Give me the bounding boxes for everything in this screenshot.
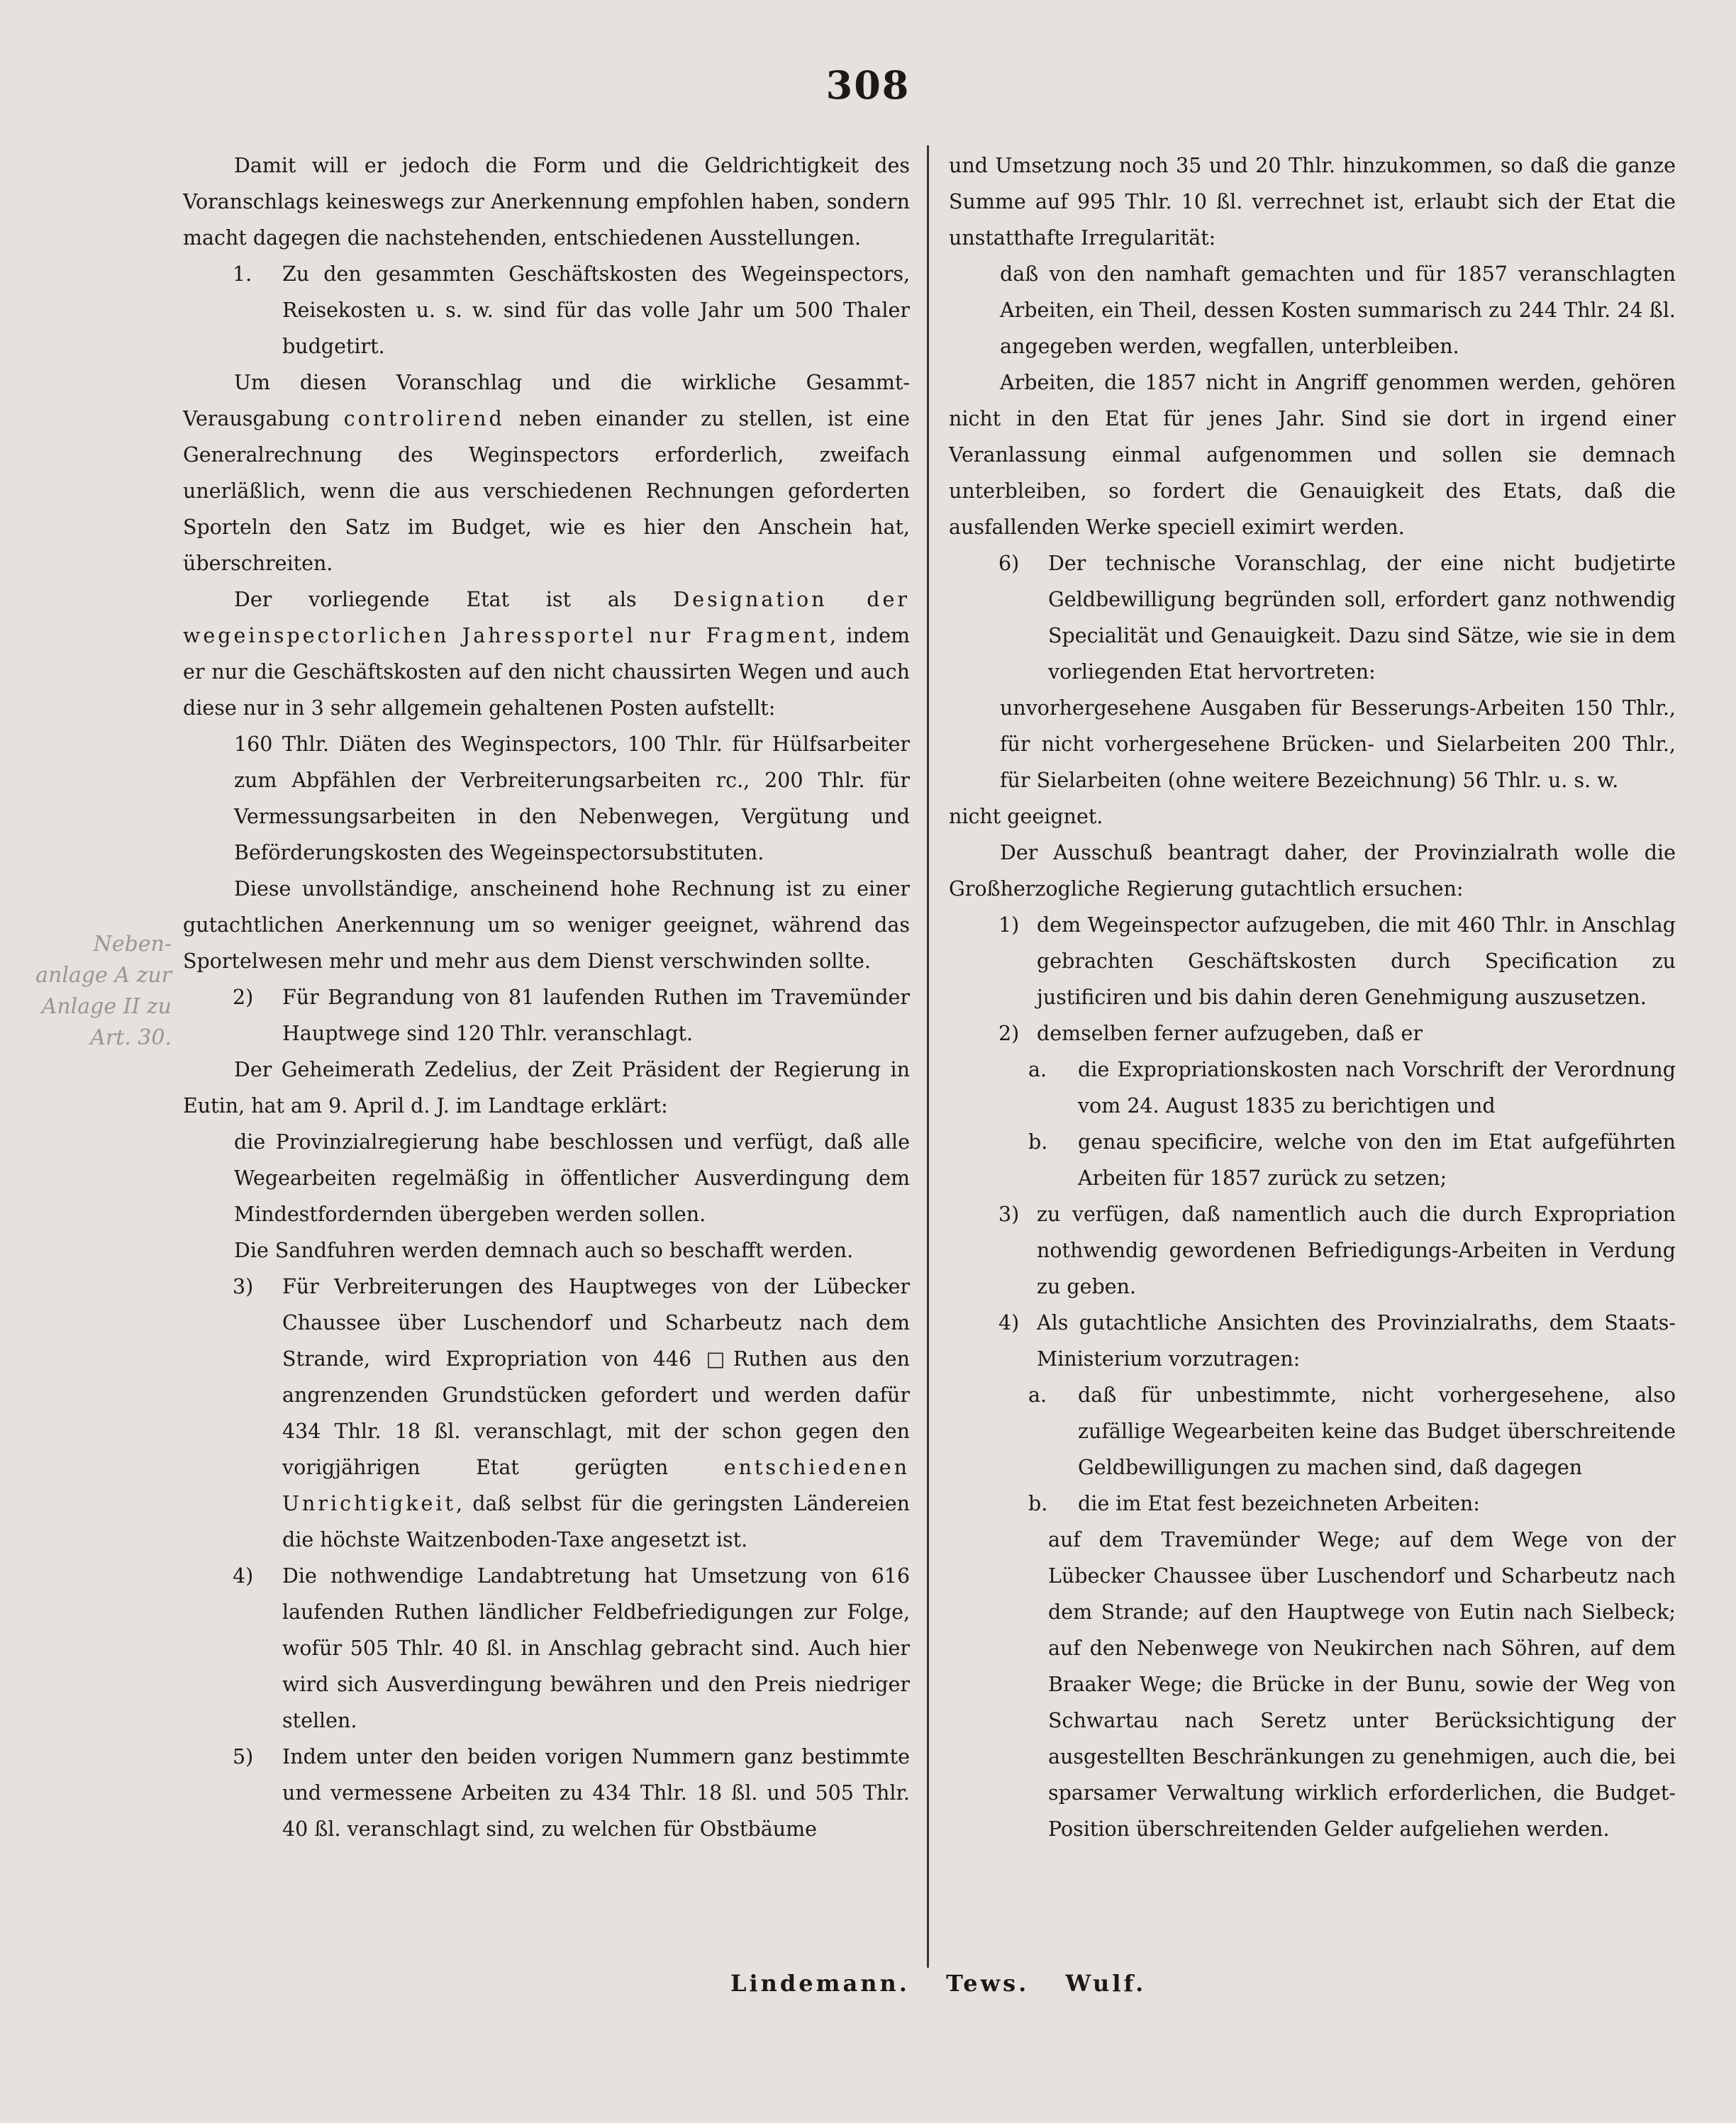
request-item-2b xyxy=(949,1124,1676,1196)
list-text: dem Wegeinspector aufzugeben, die mit 460 Thlr. in Anschlag gebrachten Geschäftskosten durch Specification zu justificiren und bis dahin deren Genehmigung auszusetzen. xyxy=(1037,913,1676,1009)
request-item-4b xyxy=(949,1486,1676,1522)
paragraph: Der Geheimerath Zedelius, der Zeit Präsident der Regierung in Eutin, hat am 9. April d. J. im Landtage erklärt: xyxy=(183,1058,910,1118)
list-text: daß für unbestimmte, nicht vorhergesehene, also zufällige Wegearbeiten keine das Budget überschreitende Geldbewilligungen zu machen sind, daß dagegen xyxy=(1078,1383,1676,1479)
list-item-5 xyxy=(183,1739,910,1847)
list-text: Der technische Voranschlag, der eine nicht budjetirte Geldbewilligung begründen soll, erfordert ganz nothwendig Specialität und Genauigkeit. Dazu sind Sätze, wie sie in dem vorliegenden Etat hervortreten: xyxy=(1048,552,1676,684)
list-number: 4) xyxy=(233,1564,254,1588)
list-text: zu verfügen, daß namentlich auch die durch Expropriation nothwendig gewordenen Befriedigungs-Arbeiten in Verdung zu geben. xyxy=(1037,1203,1676,1298)
list-number: 2) xyxy=(233,986,254,1009)
list-number: 3) xyxy=(998,1203,1020,1226)
list-number: 2) xyxy=(998,1022,1020,1045)
page-number: 308 xyxy=(825,62,911,108)
paragraph: Diese unvollständige, anscheinend hohe Rechnung ist zu einer gutachtlichen Anerkennung um so weniger geeignet, während das Sportelwesen mehr und mehr aus dem Dienst verschwinden sollte. xyxy=(183,877,910,973)
text-run: , indem er nur die Geschäftskosten auf den nicht chaussirten Wegen und auch diese nur in 3 sehr allgemein gehaltenen Posten aufstellt: xyxy=(183,624,910,720)
list-number: 5) xyxy=(233,1745,254,1768)
list-text: genau specificire, welche von den im Etat aufgeführten Arbeiten für 1857 zurück zu setzen; xyxy=(1078,1130,1676,1190)
list-item-3 xyxy=(183,1269,910,1558)
request-item-2a xyxy=(949,1052,1676,1124)
request-item-3 xyxy=(949,1196,1676,1305)
list-number: 1. xyxy=(233,262,252,286)
column-divider xyxy=(927,145,929,1968)
text-run: auf dem Travemünder Wege; auf dem Wege von der Lübecker Chaussee über Luschendorf und Scharbeutz nach dem Strande; auf den Hauptwege von Eutin nach Sielbeck; auf den Nebenwege von Neukirchen nach Söhren, auf dem Braaker Wege; die Brücke in der Bunu, sowie der Weg von Schwartau nach Seretz xyxy=(1048,1528,1676,1732)
text-run: neben einander zu stellen, ist eine Generalrechnung des Weginspectors erforderlich, zweifach unerläßlich, wenn die aus verschiedenen Rechnungen geforderten Sporteln den Satz im Budget, wie es hier den Anschein hat, überschreiten. xyxy=(183,407,911,575)
request-item-4a xyxy=(949,1377,1676,1486)
text-run: unter Berücksichtigung der ausgestellten Beschränkungen zu genehmigen, auch die, bei sparsamer Verwaltung wirklich erforderlichen, die Budget-Position überschreitenden Gelder aufgeliehen werden. xyxy=(1048,1709,1676,1841)
left-column xyxy=(183,147,910,1847)
list-item-1 xyxy=(183,256,910,364)
paragraph: Damit will er jedoch die Form und die Geldrichtigkeit des Voranschlags keineswegs zur Anerkennung empfohlen haben, sondern macht dagegen die nachstehenden, entschiedenen Ausstellungen. xyxy=(183,154,910,250)
request-item-4 xyxy=(949,1305,1676,1377)
paragraph: und Umsetzung noch 35 und 20 Thlr. hinzukommen, so daß die ganze Summe auf 995 Thlr. 10 ßl. verrechnet ist, erlaubt sich der Etat die unstatthafte Irregularität: xyxy=(949,154,1676,250)
list-item-6 xyxy=(949,545,1676,690)
paragraph: Die Sandfuhren werden demnach auch so beschafft werden. xyxy=(234,1239,854,1262)
list-text: Als gutachtliche Ansichten des Provinzialraths, dem Staats-Ministerium vorzutragen: xyxy=(1037,1311,1676,1371)
block-quote: die Provinzialregierung habe beschlossen und verfügt, daß alle Wegearbeiten regelmäßig in öffentlicher Ausverdingung dem Mindestfordernden übergeben werden sollen. xyxy=(234,1130,910,1226)
spaced-emphasis: entschiedenen Unrichtigkeit xyxy=(282,1456,910,1515)
margin-note: Neben- anlage A zur Anlage II zu Art. 30. xyxy=(35,932,172,1050)
paragraph: Arbeiten, die 1857 nicht in Angriff genommen werden, gehören nicht in den Etat für jenes Jahr. Sind sie dort in irgend einer Veranlassung einmal aufgenommen und sollen sie demnach unterbleiben, so fordert die Genauigkeit des Etats, daß die ausfallenden Werke speciell eximirt werden. xyxy=(949,371,1676,539)
text-run: Für Verbreiterungen des Hauptweges von der Lübecker Chaussee über Luschendorf und Scharbeutz nach dem Strande, wird Expropriation von 446 □Ruthen aus den angrenzenden Grundstücken gefordert und werden dafür 434 Thlr. 18 ßl. veranschlagt, mit der schon gegen den vorigjährigen Etat gerügten xyxy=(282,1275,910,1479)
list-letter: a. xyxy=(1028,1058,1047,1081)
list-text: Für Begrandung von 81 laufenden Ruthen im Travemünder Hauptwege sind 120 Thlr. veranschlagt. xyxy=(282,986,910,1045)
request-item-1 xyxy=(949,907,1676,1015)
request-item-2 xyxy=(949,1015,1676,1052)
list-letter: a. xyxy=(1028,1383,1047,1407)
right-column xyxy=(949,147,1676,1847)
paragraph: Der Ausschuß beantragt daher, der Provinzialrath wolle die Großherzogliche Regierung gutachtlich ersuchen: xyxy=(949,841,1676,901)
block-quote: 160 Thlr. Diäten des Weginspectors, 100 Thlr. für Hülfsarbeiter zum Abpfählen der Verbreiterungsarbeiten rc., 200 Thlr. für Vermessungsarbeiten in den Nebenwegen, Vergütung und Beförderungskosten des Wegeinspectorsubstituten. xyxy=(234,732,910,864)
list-number: 1) xyxy=(998,913,1020,937)
signatures: Lindemann. Tews. Wulf. xyxy=(730,1970,1147,1997)
list-letter: b. xyxy=(1028,1130,1048,1154)
list-number: 3) xyxy=(233,1275,254,1298)
paragraph: nicht geeignet. xyxy=(949,805,1103,828)
text-run: Der vorliegende Etat ist als xyxy=(234,588,637,611)
list-text: Zu den gesammten Geschäftskosten des Wegeinspectors, Reisekosten u. s. w. sind für das volle Jahr um 500 Thaler budgetirt. xyxy=(282,262,910,358)
list-item-4 xyxy=(183,1558,910,1739)
list-number: 6) xyxy=(998,552,1020,575)
list-text: Die nothwendige Landabtretung hat Umsetzung von 616 laufenden Ruthen ländlicher Feldbefriedigungen zur Folge, wofür 505 Thlr. 40 ßl. in Anschlag gebracht sind. Auch hier wird sich Ausverdingung bewähren und den Preis niedriger stellen. xyxy=(282,1564,910,1732)
paragraph xyxy=(183,581,910,726)
list-text xyxy=(282,1269,910,1558)
list-item-2 xyxy=(183,979,910,1052)
list-text: die Expropriationskosten nach Vorschrift der Verordnung vom 24. August 1835 zu berichtigen und xyxy=(1078,1058,1676,1118)
block-quote xyxy=(949,1522,1676,1847)
spaced-emphasis: Designation der wegeinspectorlichen Jahressportel nur Fragment xyxy=(183,588,910,647)
list-text: demselben ferner aufzugeben, daß er xyxy=(1037,1022,1423,1045)
paragraph xyxy=(183,364,910,581)
block-quote: unvorhergesehene Ausgaben für Besserungs-Arbeiten 150 Thlr., für nicht vorhergesehene Brücken- und Sielarbeiten 200 Thlr., für Sielarbeiten (ohne weitere Bezeichnung) 56 Thlr. u. s. w. xyxy=(1000,696,1676,792)
list-letter: b. xyxy=(1028,1492,1048,1515)
text-run: , daß selbst für die geringsten Ländereien die höchste Waitzenboden-Taxe angesetzt ist. xyxy=(282,1492,910,1551)
spaced-emphasis: controlirend xyxy=(343,407,505,430)
block-quote: daß von den namhaft gemachten und für 1857 veranschlagten Arbeiten, ein Theil, dessen Kosten summarisch zu 244 Thlr. 24 ßl. angegeben werden, wegfallen, unterbleiben. xyxy=(1000,262,1676,358)
list-number: 4) xyxy=(998,1311,1020,1334)
list-text: Indem unter den beiden vorigen Nummern ganz bestimmte und vermessene Arbeiten zu 434 Thlr. 18 ßl. und 505 Thlr. 40 ßl. veranschlagt sind, zu welchen für Obstbäume xyxy=(282,1745,910,1841)
text-run: Um diesen Voranschlag und die wirkliche Gesammt-Verausgabung xyxy=(183,371,910,430)
list-text: die im Etat fest bezeichneten Arbeiten: xyxy=(1078,1492,1480,1515)
